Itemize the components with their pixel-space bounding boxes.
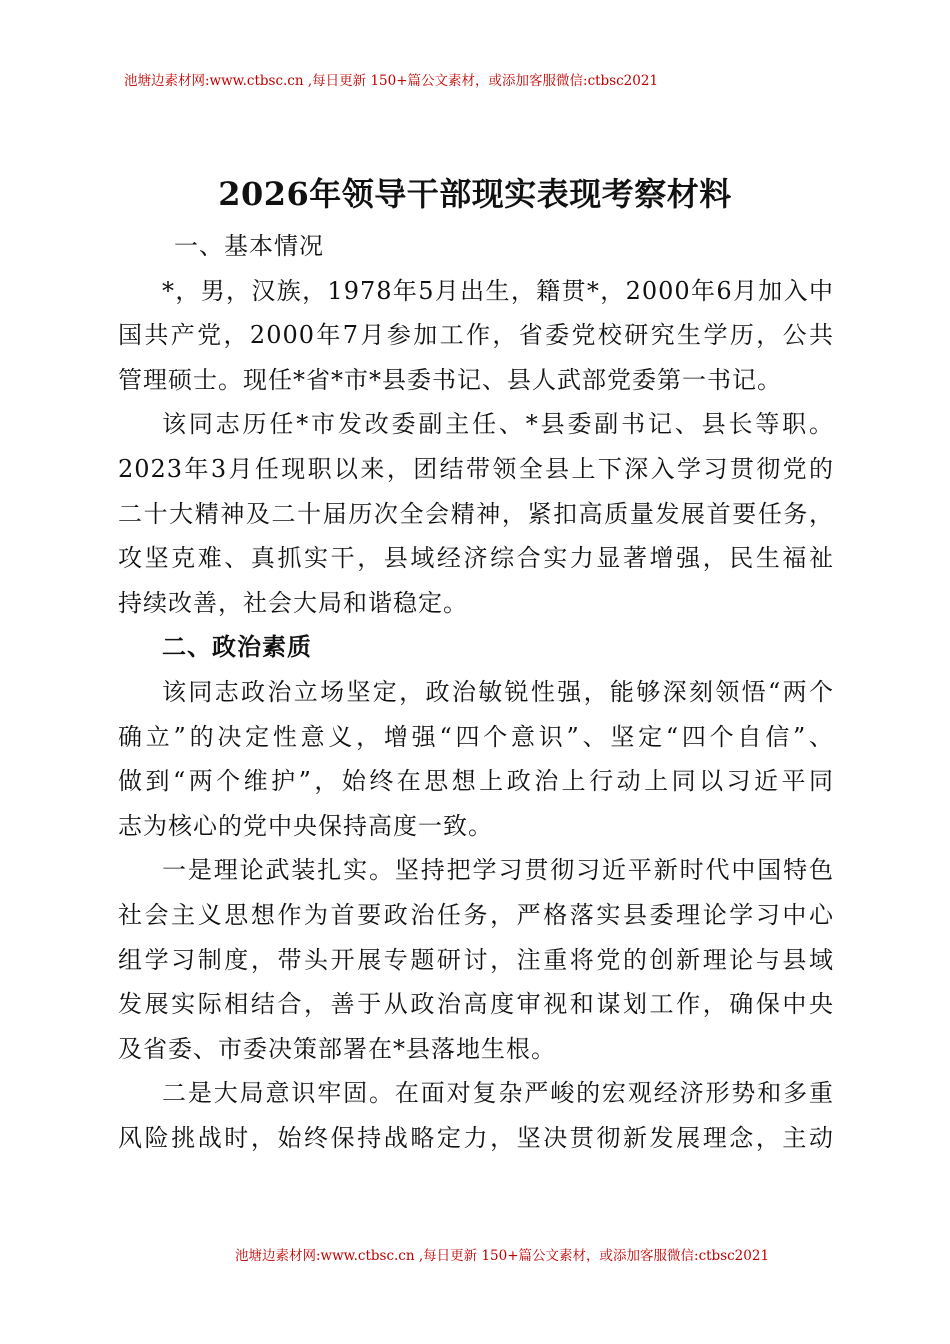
body-line: 组学习制度，带头开展专题研讨，注重将党的创新理论与县域 — [118, 945, 834, 974]
body-line: 确立”的决定性意义，增强“四个意识”、坚定“四个自信”、 — [118, 722, 834, 751]
body-line: 发展实际相结合，善于从政治高度审视和谋划工作，确保中央 — [118, 990, 834, 1019]
document-body — [0, 224, 950, 1160]
body-line: 社会主义思想作为首要政治任务，严格落实县委理论学习中心 — [118, 900, 834, 929]
document-title: 2026年领导干部现实表现考察材料 — [218, 175, 732, 213]
body-line: 志为核心的党中央保持高度一致。 — [118, 811, 493, 840]
body-line: 2023年3月任现职以来，团结带领全县上下深入学习贯彻党的 — [118, 454, 834, 483]
body-line: 一是理论武装扎实。坚持把学习贯彻习近平新时代中国特色 — [162, 856, 834, 885]
body-line: 风险挑战时，始终保持战略定力，坚决贯彻新发展理念，主动 — [118, 1123, 834, 1152]
body-line: 该同志历任*市发改委副主任、*县委副书记、县长等职。 — [162, 410, 834, 439]
body-line: 做到“两个维护”，始终在思想上政治上行动上同以习近平同 — [118, 767, 834, 796]
body-line: 攻坚克难、真抓实干，县域经济综合实力显著增强，民生福祉 — [118, 544, 834, 573]
body-line: 及省委、市委决策部署在*县落地生根。 — [118, 1034, 556, 1063]
body-line: 二是大局意识牢固。在面对复杂严峻的宏观经济形势和多重 — [162, 1079, 834, 1108]
body-line: 该同志政治立场坚定，政治敏锐性强，能够深刻领悟“两个 — [162, 677, 834, 706]
footer-watermark: 池塘边素材网:www.ctbsc.cn ,每日更新 150+篇公文素材，或添加客服微信:ctbsc2021 — [235, 1248, 770, 1264]
body-line: *，男，汉族，1978年5月出生，籍贯*，2000年6月加入中 — [162, 276, 834, 305]
body-line: 国共产党，2000年7月参加工作，省委党校研究生学历，公共 — [118, 321, 834, 350]
header-watermark: 池塘边素材网:www.ctbsc.cn ,每日更新 150+篇公文素材，或添加客服微信:ctbsc2021 — [124, 73, 659, 89]
section-heading-political-quality: 二、政治素质 — [162, 632, 312, 662]
section-heading-basic-info: 一、基本情况 — [174, 232, 324, 260]
body-line: 二十大精神及二十届历次全会精神，紧扣高质量发展首要任务， — [118, 499, 834, 528]
body-line: 持续改善，社会大局和谐稳定。 — [118, 588, 468, 617]
body-line: 管理硕士。现任*省*市*县委书记、县人武部党委第一书记。 — [118, 365, 782, 394]
